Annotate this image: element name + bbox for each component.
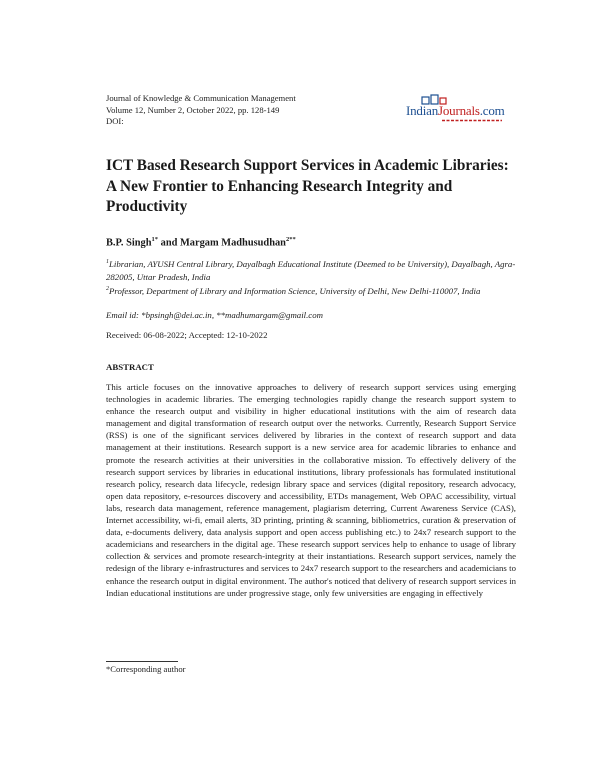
logo-text-suffix: .com — [479, 103, 505, 118]
affiliation-1 — [106, 256, 518, 285]
author-1-marker: 1* — [151, 236, 159, 243]
journal-name: Journal of Knowledge & Communication Management — [106, 93, 296, 103]
author-1: B.P. Singh — [106, 237, 152, 249]
author-2-marker: 2** — [285, 236, 296, 243]
journal-header — [106, 93, 296, 128]
paper-title: ICT Based Research Support Services in Academic Libraries: A New Frontier to Enhancing Research Integrity and Productivity — [106, 157, 509, 215]
corresponding-author-note: *Corresponding author — [106, 664, 186, 674]
affiliation-1-marker: 1 — [106, 259, 109, 265]
affiliation-1-text: Librarian, AYUSH Central Library, Dayalbagh Educational Institute (Deemed to be University), Dayalbagh, Agra- 282005, Uttar Pradesh, India — [106, 258, 516, 283]
volume-info: Volume 12, Number 2, October 2022, pp. 128-149 — [106, 104, 280, 115]
logo-text-main: Journals — [438, 103, 480, 118]
affiliation-2-marker: 2 — [106, 286, 109, 292]
indianjournals-logo — [404, 94, 510, 124]
abstract-heading: ABSTRACT — [106, 362, 154, 372]
affiliation-2 — [106, 283, 518, 298]
author-connector: and — [158, 237, 180, 249]
footnote-divider — [106, 661, 178, 662]
affiliation-2-text: Professor, Department of Library and Information Science, University of Delhi, New Delhi-110007, India — [109, 285, 481, 296]
abstract-body: This article focuses on the innovative approaches to delivery of research support services using emerging technologies in academic libraries. The emerging technologies rapidly change the research support system to enhance the research output and visibility in higher educational institutions with the aim of research data management and digital transformation of research output over the networks. Currently, Research Support Service (RSS) is one of the significant services delivered by libraries in the context of research support and data management at their institutions. Research support is a new service area for academic libraries to enhance and promote the research activities at their universities in the collaborative mission. To effectively delivery of the research support services by libraries in educational institutions, library professionals has formulated institutional research policy, research data lifecycle, redesign library space and services (digital repository, research advocacy, open data repository, e-resources discovery and accessibility, ETDs management, Web OPAC accessibility, virtual labs, research data management, reference management, plagiarism deterring, Current Awareness Service (CAS), Internet accessibility, wi-fi, email alerts, 3D printing, printing & scanning, bibliometrics, curation & preservation of data, e-documents delivery, data analysis support and open access publishing etc.) to 24x7 research support to the academicians and researchers in the digital age. These research support services help to enhance to usage of library collection & services and promote research-integrity at their instantiations. Research support services, namely the redesign of the library e-infrastructures and services to 24x7 research support to the researchers and academicians to enhance the research output in digital environment. The author's noticed that delivery of research support services in Indian educational institutions are under progressive stage, only few universities are engaging in effectively — [106, 382, 516, 598]
logo-tagline-graphic — [442, 118, 502, 123]
email-line: Email id: *bpsingh@dei.ac.in, **madhumargam@gmail.com — [106, 310, 323, 320]
logo-wordmark — [406, 103, 505, 119]
author-2: Margam Madhusudhan — [180, 237, 286, 249]
logo-text-prefix: Indian — [406, 103, 439, 118]
received-accepted-dates: Received: 06-08-2022; Accepted: 12-10-2022 — [106, 330, 268, 340]
doi-label: DOI: — [106, 116, 124, 126]
author-line — [106, 236, 296, 248]
